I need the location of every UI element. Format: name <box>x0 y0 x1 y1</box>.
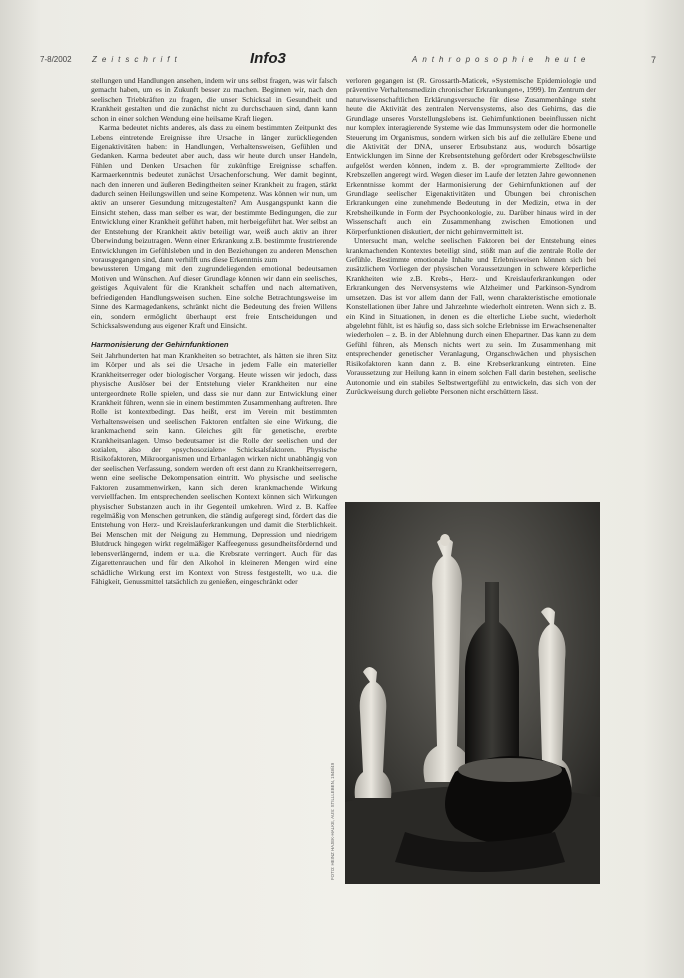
paragraph: bewussteren Umgang mit den zugrundeliegenden emotional bedeutsamen Motiven und Wünschen. Auf dieser Grundlage können wir dann ein seelisches, geistiges Äquivalent für die Krankheit schaffen und nach alternativen, befriedigenden Handlungsweisen suchen. Eine solche Betrachtungsweise im Sinne des Karmagedankens, schränkt nicht die Bedeutung des freien Willens ein, sondern ermöglicht überhaupt erst freie Entscheidungen und Schicksalswendung aus eigener Kraft und Einsicht. <box>91 264 337 330</box>
paragraph: verloren gegangen ist (R. Grossarth-Maticek, »Systemische Epidemiologie und präventive Verhaltensmedizin chronischer Erkrankungen«, 1999). Im Zentrum der naturwissenschaftlichen Erklärungsversuche für diese Zusammenhänge steht heute die Aktivität des zentralen Nervensystems, also des Gehirns, das die Grundlage unseres Vorstellungslebens ist. Gehirnfunktionen beeinflussen nicht nur komplex interagierende Systeme wie das Immunsystem oder die hormonelle Steuerung im Organismus, sondern wirken sich bis auf die zelluläre Ebene und die Aktivität der DNA, unserer Erbsubstanz aus, wodurch bösartige Entwicklungen im Sinne der Krebsentstehung gefördert oder Krebsgeschwülste aufgelöst werden können, indem z. B. der »programmierte Zelltod« der Krebszellen angeregt wird. Wegen dieser im Laufe der letzten Jahre gewonnenen Erkenntnisse kommt der Harmonisierung der Gehirnfunktionen auf der Grundlage seelischer Eigenaktivitäten und Übungen bei chronischen Erkrankungen eine zunehmende Bedeutung in der Medizin, etwa in der Krebsheilkunde in Form der Psychoonkologie, zu. Darüber hinaus wird in der Wissenschaft auch ein Zusammenhang zwischen Emotionen und Körperfunktionen diskutiert, der nicht gehirnvermittelt ist. <box>346 76 596 236</box>
paragraph: Untersucht man, welche seelischen Faktoren bei der Entstehung eines krankmachenden Kontextes beteiligt sind, stößt man auf die zentrale Rolle der Gefühle. Bestimmte emotionale Inhalte und Erlebnisweisen können sich bei zusätzlichem Vorliegen der physischen Voraussetzungen in schwere körperliche Krankheiten wie z.B. Krebs-, Herz- und Kreislauferkrankungen oder Erkrankungen des Nervensystems wie Alzheimer und Parkinson-Syndrom umsetzen. Das ist vor allem dann der Fall, wenn charakteristische emotionale Konstellationen über Jahre und Jahrzehnte wiederholt eintreten. Wenn sich z. B. ein Kind in Situationen, in denen es die elterliche Liebe sucht, wiederholt abgelehnt fühlt, ist es häufig so, dass sich solche Erlebnisse im Erwachsenenalter wiederholen – z. B. in der Ablehnung durch einen Ehepartner. Das kann zu dem Gefühl führen, als Mensch nichts wert zu sein. Im Zusammenhang mit entsprechender genetischer Veranlagung, Organschwächen und physischen Risikofaktoren kann dann z. B. eine Krebserkrankung eintreten. Eine Voraussetzung zur Heilung kann in einem solchen Fall darin bestehen, seelische Autonomie und ein stabiles Selbstwertgefühl zu entwickeln, das sich von der Zurückweisung durch geliebte Personen nicht erschüttern lässt. <box>346 236 596 396</box>
section-topic: Anthroposophie heute <box>412 55 591 64</box>
journal-label: Zeitschrift <box>92 55 182 64</box>
text-column-right <box>346 76 596 396</box>
magazine-logo: Info3 <box>250 50 286 67</box>
paragraph: stellungen und Handlungen ansehen, indem wir uns selbst fragen, was wir falsch gemacht haben, um es in Zukunft besser zu machen. Beginnen wir, nach den seelischen Triebkräften zu fragen, die unser Schicksal in Gesundheit und Krankheit gestalten und die zunächst nicht zu durchschauen sind, dann kann schon in einer solchen Wendung eine heilsame Kraft liegen. <box>91 76 337 123</box>
still-life-photo <box>345 502 600 884</box>
issue-number: 7-8/2002 <box>40 55 72 64</box>
section-subheading: Harmonisierung der Gehirnfunktionen <box>91 340 229 350</box>
still-life-illustration <box>345 502 600 884</box>
paragraph: Karma bedeutet nichts anderes, als dass zu einem bestimmten Zeitpunkt des Lebens eintretende Ereignisse ihre Ursache in länger zurückliegenden Eigenaktivitäten haben: in Handlungen, Verhaltensweisen, Gefühlen und Gedanken. Karma bedeutet aber auch, dass wir heute durch unser Handeln, Fühlen und Denken Ursachen für zukünftige Ereignisse schaffen. Karmaerkenntnis bedeutet zunächst Ursachenforschung. Wer damit beginnt, nach den inneren und äußeren Bedingtheiten seiner Krankheit zu fragen, stärkt dadurch seinen Heilungswillen und seine Kompetenz. Was können wir nun, um aktiv an unserer Gesundung mitzugestalten? Am Ausgangspunkt kann die Einsicht stehen, dass man selber es war, der bestimmte Bedingungen, die zur Entwicklung einer Krankheit geführt haben, mit herbeigeführt hat. Wer selbst an der Entstehung der Krankheit aktiv beteiligt war, weiß auch aktiv an ihrer Überwindung beizutragen. Wenn einer Erkrankung z.B. bestimmte frustrierende Entwicklungen im Gefühlsleben und in den Beziehungen zu anderen Menschen vorausgegangen sind, dann verhilft uns diese Erkenntnis zum <box>91 123 337 265</box>
running-header <box>40 50 656 68</box>
paragraph: Seit Jahrhunderten hat man Krankheiten so betrachtet, als hätten sie ihren Sitz im Körper und als sei die Ursache in jedem Falle ein materieller Krankheitserreger oder biologischer Vorgang. Heute wissen wir jedoch, dass physische Auslöser bei der Entstehung vieler Krankheiten nur eine untergeordnete Rolle spielen, und dass sie nur dann zur Entwicklung einer Krankheit führen, wenn sie in einem bestimmten Zusammenhang auftreten. Ihre Rolle ist kontextbedingt. Das heißt, erst im Verein mit bestimmten Verhaltensweisen und seelischen Faktoren entfalten sie eine Wirkung, die krankmachend sein kann. Gleiches gilt für genetische, ererbte Krankheitsanlagen. Umso bedeutsamer ist die Rolle der seelischen und der sozialen, also der »psychosozialen« Schicksalsfaktoren. Physische Risikofaktoren, Mikroorganismen und Erbanlagen wirken nicht unabhängig von der seelischen Verfassung, sondern werden oft erst dann zu Krankheitserregern, wenn eine seelische Dekompensation eintritt. Wo physische und seelische Faktoren zusammenwirken, kann sich deren krankmachende Wirkung verviellfachen. Im entsprechenden seelischen Kontext können sich Wirkungen physischer Substanzen auch in ihr Gegenteil umkehren. Wird z. B. Kaffee regelmäßig von Menschen getrunken, die ständig aufgeregt sind, fördert das die Entstehung von Herz- und Kreislauferkrankungen und damit die Sterblichkeit. Bei Menschen mit der Neigung zu Hemmung, Depression und niedrigem Blutdruck hingegen wirkt regelmäßiger Kaffeegenuss gesundheitsfördernd und lebensverlängernd, indem er u.a. die Krebsrate verringert. Auch für das Zigarettenrauchen und für den Alkohol in kleineren Mengen wird eine schädliche Wirkung erst im Kontext von Stress festgestellt, wo u.a. die Fähigkeit, Genussmittel tatsächlich zu genießen, eingeschränkt oder <box>91 350 337 586</box>
page-number: 7 <box>650 55 656 65</box>
photo-credit: FOTO: HEINZ HAJEK-HALKE, AUS: STILLLEBEN, 1948/49 <box>330 762 335 880</box>
text-column-left <box>91 76 337 586</box>
